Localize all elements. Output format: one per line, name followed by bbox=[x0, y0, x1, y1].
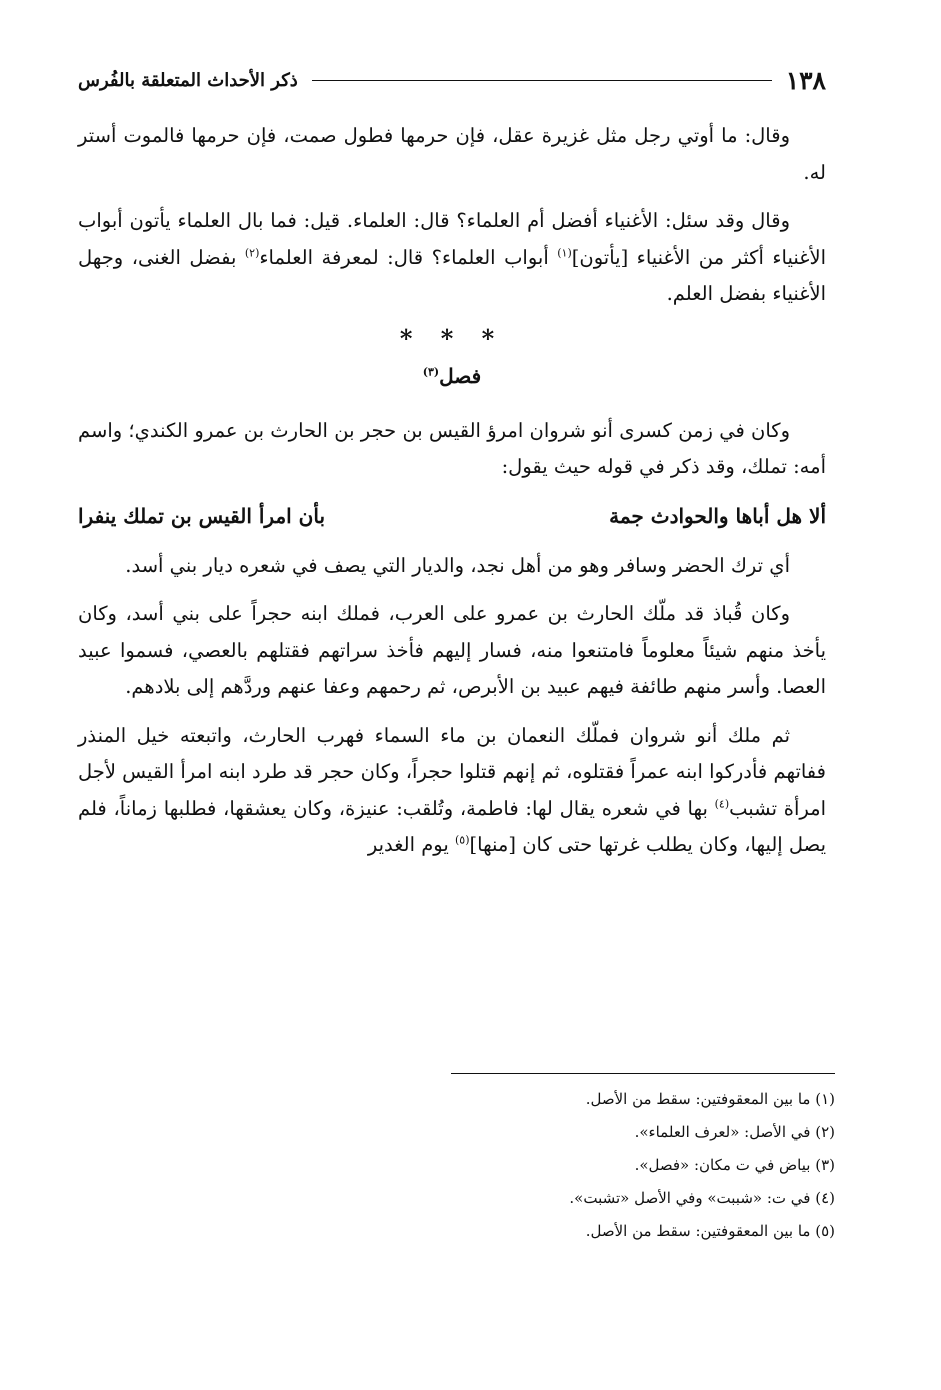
paragraph-2-middle: أبواب العلماء؟ قال: لمعرفة العلماء bbox=[259, 245, 558, 269]
footnote-ref-5: (٥) bbox=[455, 833, 470, 847]
footnote-5: (٥) ما بين المعقوفتين: سقط من الأصل. bbox=[585, 1222, 835, 1240]
running-header bbox=[78, 62, 826, 98]
footnote-1: (١) ما بين المعقوفتين: سقط من الأصل. bbox=[585, 1090, 835, 1108]
verse-hemistich-1: ألا هل أباها والحوادث جمة bbox=[609, 503, 826, 528]
main-text bbox=[78, 118, 826, 876]
paragraph-4: أي ترك الحضر وسافر وهو من أهل نجد، والديار التي يصف في شعره ديار بني أسد. bbox=[125, 553, 790, 577]
section-title-text: فصل bbox=[439, 363, 482, 388]
paragraph-5: وكان قُباذ قد ملّك الحارث بن عمرو على العرب، فملك ابنه حجراً على بني أسد، وكان يأخذ منهم شيئاً معلوماً فامتنعوا منه، فسار إليهم فأخذ سراتهم فقتلهم بالعصي، فسموا عبيد العصا. وأسر منهم طائفة فيهم عبيد بن الأبرص، ثم رحمهم وعفا عنهم وردَّهم إلى بلادهم. bbox=[78, 602, 826, 698]
verse-hemistich-2: بأن امرأ القيس بن تملك ينفرا bbox=[78, 503, 326, 528]
paragraph-1: وقال: ما أوتي رجل مثل غزيرة عقل، فإن حرمها فطول صمت، فإن حرمها فالموت أستر له. bbox=[78, 124, 826, 184]
paragraph-6-end: يوم الغدير bbox=[367, 833, 455, 856]
footnote-ref-4: (٤) bbox=[714, 797, 730, 810]
footnote-2: (٢) في الأصل: «لعرف العلماء». bbox=[634, 1123, 835, 1141]
header-rule bbox=[312, 80, 772, 81]
footnote-3: (٣) بياض في ت مكان: «فصل». bbox=[634, 1156, 835, 1174]
running-title: ذكر الأحداث المتعلقة بالفُرس bbox=[78, 69, 298, 91]
paragraph-3: وكان في زمن كسرى أنو شروان امرؤ القيس بن حجر بن الحارث بن عمرو الكندي؛ واسم أمه: تملك، وقد ذكر في قوله حيث يقول: bbox=[78, 418, 826, 478]
footnote-ref-3: (٣) bbox=[422, 364, 440, 378]
paragraph-6-middle: بها في شعره يقال لها: فاطمة، وتُلقب: عنيزة، وكان يعشقها، فطلبها زماناً، فلم يصل إليها، وكان يطلب غرتها حتى كان [منها] bbox=[78, 796, 826, 856]
paragraph-2-start: وقال وقد سئل: الأغنياء أفضل أم العلماء؟ قال: العلماء. قيل: فما بال العلماء يأتون أبواب الأغنياء أكثر من الأغنياء [يأتون] bbox=[78, 209, 826, 269]
paragraph-6 bbox=[78, 718, 826, 864]
footnote-rule bbox=[451, 1073, 835, 1074]
paragraph-2 bbox=[78, 203, 826, 313]
section-title bbox=[78, 359, 826, 393]
footnote-ref-2: (٢) bbox=[244, 246, 260, 259]
paragraph-6-start: ثم ملك أنو شروان فملّك النعمان بن ماء السماء فهرب الحارث، واتبعته خيل المنذر ففاتهم فأدركوا ابنه عمراً فقتلوه، ثم إنهم قتلوا حجراً، وكان حجر قد طرد ابنه امرأ القيس لأجل امرأة تشبب bbox=[78, 723, 826, 820]
paragraph-2-end: بفضل الغنى، وجهل الأغنياء بفضل العلم. bbox=[78, 245, 826, 305]
page-number: ١٣٨ bbox=[785, 65, 826, 95]
section-divider-stars: * * * bbox=[399, 323, 505, 353]
footnote-4: (٤) في ت: «شببت» وفي الأصل «تشبت». bbox=[569, 1189, 835, 1207]
poetry-verse bbox=[78, 498, 826, 534]
footnotes bbox=[235, 1087, 835, 1252]
footnote-ref-1: (١) bbox=[557, 246, 572, 259]
